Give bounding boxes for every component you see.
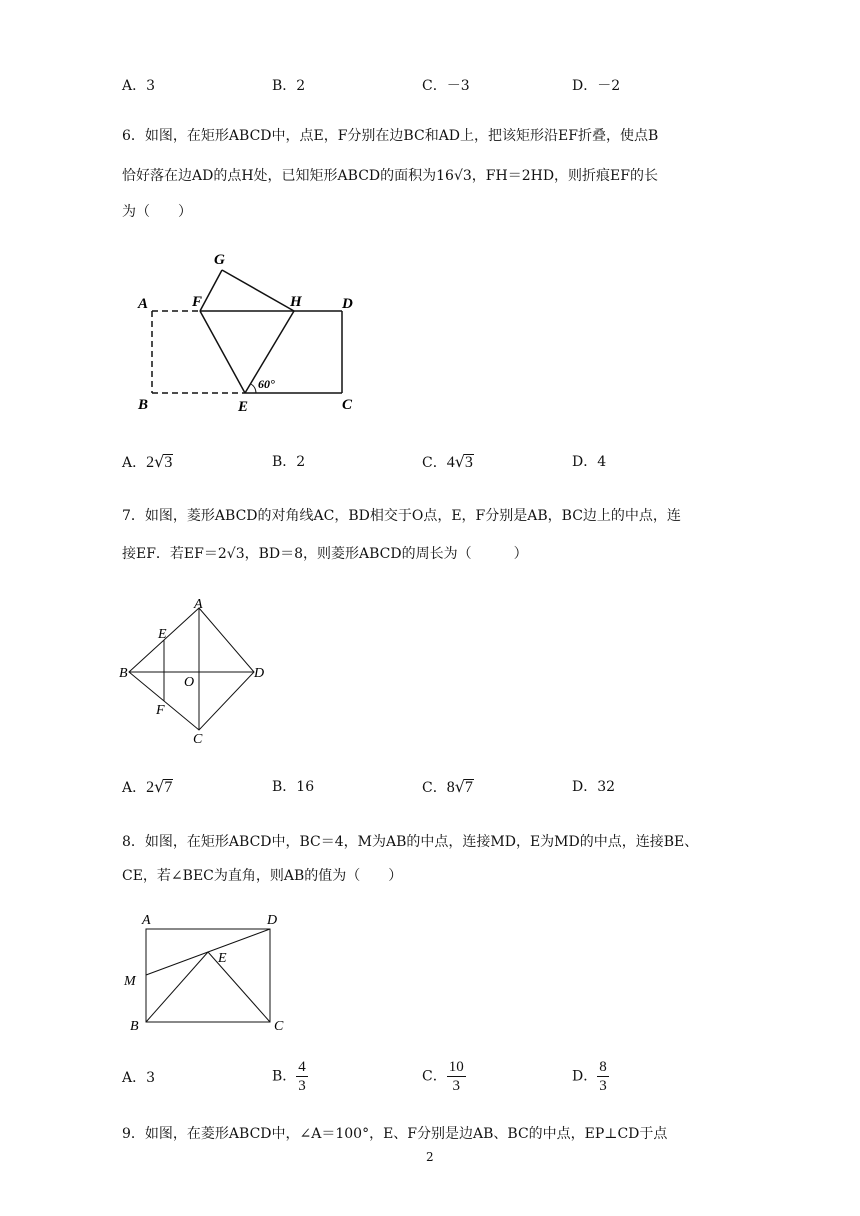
radical-sign-icon: √ — [154, 452, 165, 471]
q7-option-c-coef: 8 — [446, 779, 455, 796]
q7-label-d: D — [254, 666, 265, 681]
q6-label-b: B — [138, 397, 149, 413]
q6-option-c-radicand: 3 — [464, 454, 473, 471]
q6-edge-fe — [200, 311, 245, 393]
q5-option-d: D．－2 — [572, 78, 621, 94]
q7-option-c-radicand: 7 — [464, 779, 473, 796]
q7-text-line1: 7．如图，菱形ABCD的对角线AC，BD相交于O点，E，F分别是AB，BC边上的中点，连 — [122, 508, 681, 524]
q6-option-b — [272, 452, 305, 472]
q8-option-c-numerator: 10 — [448, 1059, 464, 1075]
q6-option-b-letter: B． — [272, 454, 297, 470]
q6-edge-gh — [222, 270, 294, 311]
q8-option-d — [572, 1058, 609, 1095]
q8-option-c-letter: C． — [422, 1068, 447, 1085]
q8-text-line2: CE，若∠BEC为直角，则AB的值为（ ） — [122, 868, 403, 884]
q7-option-d — [572, 777, 615, 797]
q8-option-a — [122, 1068, 155, 1088]
q6-label-angle: 60° — [258, 377, 275, 391]
q8-text-line1: 8．如图，在矩形ABCD中，BC＝4，M为AB的中点，连接MD，E为MD的中点，连接BE、 — [122, 834, 699, 850]
q6-option-d-value: 4 — [597, 454, 607, 470]
q8-figure — [120, 908, 300, 1038]
q8-option-c — [422, 1058, 466, 1095]
q8-option-b-letter: B． — [272, 1068, 297, 1085]
q6-option-a-coef: 2 — [146, 454, 155, 471]
q8-option-d-letter: D． — [572, 1068, 598, 1085]
q7-option-a-coef: 2 — [146, 779, 155, 796]
q8-label-c: C — [274, 1019, 284, 1034]
q8-option-a-value: 3 — [146, 1070, 156, 1086]
q6-label-g: G — [214, 252, 225, 268]
q8-label-e: E — [218, 951, 227, 966]
q7-label-f: F — [156, 703, 165, 718]
q8-option-d-fraction — [597, 1058, 609, 1095]
q8-option-a-letter: A． — [122, 1070, 147, 1086]
q7-option-d-letter: D． — [572, 779, 598, 795]
q8-option-b-denominator: 3 — [298, 1078, 306, 1094]
q7-text-line2: 接EF．若EF＝2√3，BD＝8，则菱形ABCD的周长为（ ） — [122, 546, 528, 562]
radical-sign-icon: √ — [454, 777, 465, 796]
q8-option-d-numerator: 8 — [599, 1059, 607, 1075]
q7-option-d-value: 32 — [597, 779, 616, 795]
q7-rhombus — [129, 608, 254, 730]
radical-sign-icon: √ — [154, 777, 165, 796]
q6-option-d — [572, 452, 606, 472]
q7-option-b-value: 16 — [296, 779, 315, 795]
q7-option-c-letter: C． — [422, 780, 447, 796]
q6-option-c-letter: C． — [422, 455, 447, 471]
q6-text-line1: 6．如图，在矩形ABCD中，点E，F分别在边BC和AD上，把该矩形沿EF折叠，使点B — [122, 128, 659, 144]
q7-option-b — [272, 777, 314, 797]
q6-option-a — [122, 452, 173, 473]
q8-segment-be — [146, 952, 208, 1022]
q8-option-c-denominator: 3 — [452, 1078, 460, 1094]
q8-label-b: B — [130, 1019, 139, 1034]
q6-text-line2: 恰好落在边AD的点H处，已知矩形ABCD的面积为16√3，FH＝2HD，则折痕EF的长 — [122, 168, 658, 184]
q8-label-m: M — [124, 974, 136, 989]
q6-label-e: E — [238, 399, 249, 415]
q8-option-b-numerator: 4 — [298, 1059, 306, 1075]
q6-figure — [120, 240, 380, 420]
q7-label-c: C — [193, 732, 203, 747]
q8-label-a: A — [142, 913, 151, 928]
q6-option-b-value: 2 — [296, 454, 306, 470]
q6-option-c — [422, 452, 474, 473]
q6-label-c: C — [342, 397, 353, 413]
q8-option-c-fraction — [447, 1058, 466, 1095]
q7-option-b-letter: B． — [272, 779, 297, 795]
q6-angle-arc — [251, 384, 256, 393]
q7-label-a: A — [194, 597, 203, 612]
q7-option-c — [422, 777, 474, 798]
q6-option-c-coef: 4 — [446, 454, 455, 471]
q8-option-d-denominator: 3 — [599, 1078, 607, 1094]
radical-sign-icon: √ — [454, 452, 465, 471]
q7-option-a — [122, 777, 173, 798]
q7-label-e: E — [158, 627, 167, 642]
q5-option-c: C．－3 — [422, 78, 470, 94]
q7-label-o: O — [184, 675, 195, 690]
q7-option-a-radicand: 7 — [164, 779, 173, 796]
q8-label-d: D — [267, 913, 278, 928]
q5-option-a: A．3 — [122, 78, 156, 94]
q6-option-d-letter: D． — [572, 454, 598, 470]
q5-option-b: B．2 — [272, 78, 306, 94]
q7-figure — [116, 592, 276, 752]
q6-text-line3: 为（ ） — [122, 204, 192, 220]
q6-option-a-radicand: 3 — [164, 454, 173, 471]
q6-label-a: A — [138, 296, 149, 312]
q7-option-a-letter: A． — [122, 780, 147, 796]
page-number: 2 — [426, 1150, 434, 1164]
q6-option-a-letter: A． — [122, 455, 147, 471]
q8-rectangle — [146, 929, 270, 1022]
q6-label-f: F — [192, 294, 203, 310]
q6-edge-fg — [200, 270, 222, 311]
q9-text-line1: 9．如图，在菱形ABCD中，∠A＝100°，E、F分别是边AB、BC的中点，EP⊥CD于点 — [122, 1126, 668, 1142]
q8-option-b — [272, 1058, 308, 1095]
q7-label-b: B — [119, 666, 128, 681]
q6-label-d: D — [342, 296, 353, 312]
q6-label-h: H — [290, 294, 302, 310]
q8-option-b-fraction — [296, 1058, 308, 1095]
